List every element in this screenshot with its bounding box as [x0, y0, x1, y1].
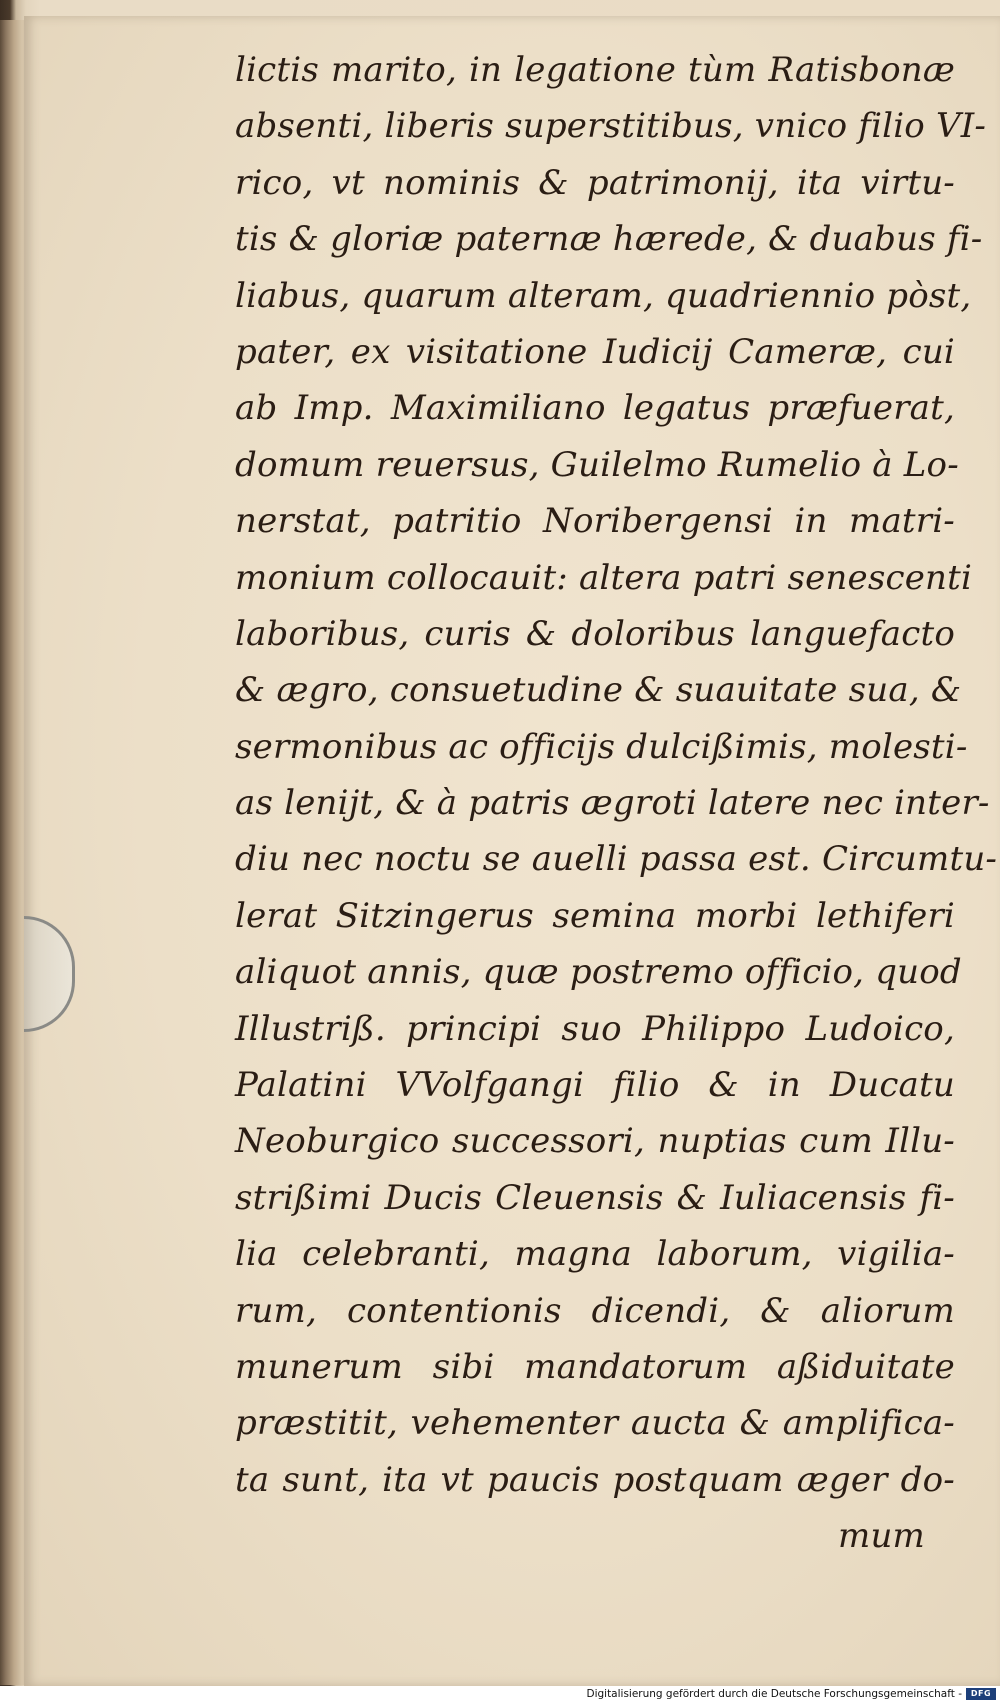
- page-text-block: [235, 42, 998, 1565]
- funding-credit: Digitalisierung gefördert durch die Deutsche Forschungsgemeinschaft -: [586, 1688, 962, 1700]
- dfg-logo-icon: DFG: [966, 1688, 996, 1700]
- text-line: tis & gloriæ paternæ hærede, & duabus fi-: [235, 219, 983, 260]
- text-line: præstitit, vehementer aucta & amplifica-: [235, 1403, 955, 1444]
- text-line: absenti, liberis superstitibus, vnico filio VI-: [235, 106, 987, 147]
- text-line: monium collocauit: altera patri senescenti: [235, 557, 973, 598]
- text-line: munerum sibi mandatorum aßiduitate: [235, 1346, 955, 1387]
- text-line: diu nec noctu se auelli passa est. Circumtu-: [235, 839, 998, 880]
- text-line: & ægro, consuetudine & suauitate sua, &: [235, 670, 962, 711]
- text-line: as lenijt, & à patris ægroti latere nec inter-: [235, 783, 990, 824]
- page-clip: [24, 916, 75, 1032]
- text-line: rico, vt nominis & patrimonij, ita virtu-: [235, 162, 955, 203]
- digitization-footer: [0, 1686, 1000, 1702]
- text-line: strißimi Ducis Cleuensis & Iuliacensis fi-: [235, 1177, 955, 1218]
- text-line: ta sunt, ita vt paucis postquam æger do-: [235, 1459, 955, 1500]
- text-line: lia celebranti, magna laborum, vigilia-: [235, 1234, 955, 1275]
- text-line: ab Imp. Maximiliano legatus præfuerat,: [235, 388, 955, 429]
- text-line: laboribus, curis & doloribus languefacto: [235, 613, 955, 654]
- catchword: mum: [838, 1516, 925, 1557]
- text-line: nerstat, patritio Noribergensi in matri-: [235, 501, 955, 542]
- text-line: lictis marito, in legatione tùm Ratisbonæ: [235, 50, 955, 90]
- text-line: liabus, quarum alteram, quadriennio pòst,: [235, 275, 972, 316]
- text-line: pater, ex visitatione Iudicij Cameræ, cui: [235, 331, 955, 372]
- text-line: Palatini VVolfgangi filio & in Ducatu: [235, 1065, 955, 1106]
- text-line: aliquot annis, quæ postremo officio, quod: [235, 952, 962, 993]
- text-line: Illustriß. principi suo Philippo Ludoico,: [235, 1008, 955, 1049]
- text-line: sermonibus ac officijs dulcißimis, molesti-: [235, 726, 968, 767]
- text-line: domum reuersus, Guilelmo Rumelio à Lo-: [235, 444, 959, 485]
- text-line: Neoburgico successori, nuptias cum Illu-: [235, 1121, 955, 1162]
- text-line: lerat Sitzingerus semina morbi lethiferi: [235, 895, 955, 936]
- text-line: rum, contentionis dicendi, & aliorum: [235, 1290, 955, 1331]
